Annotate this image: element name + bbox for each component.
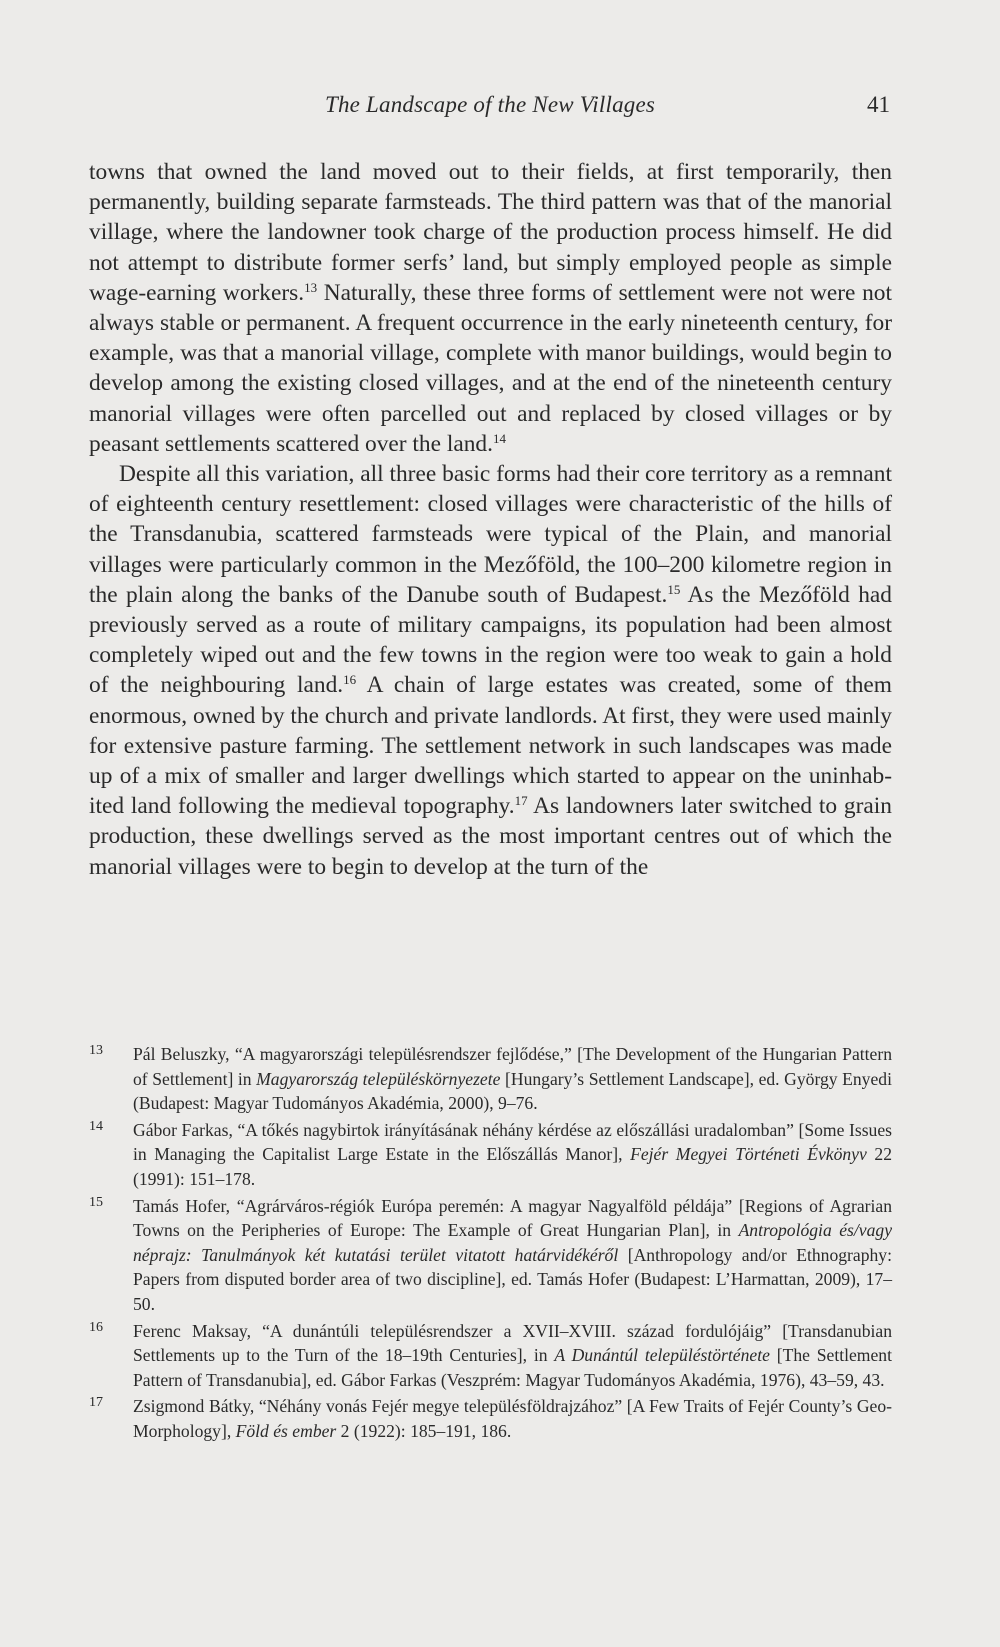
footnote-text: [Anthropology and/or Ethnography: Papers from disputed border area of two discipline], ed. Tamás Hofer (Budapest: L’Harmattan, 2009), 17–50. <box>133 1244 892 1314</box>
footnote-title: Fejér Megyei Történeti Évkönyv <box>630 1144 867 1165</box>
text-run: As the Mezőföld had previously served as a route of military campaigns, its population had been almost completely wiped out and the few towns in the region were too weak to gain a hold of the neighbouring land. <box>89 581 892 699</box>
footnote-title: Magyarország településkörnyezete <box>256 1068 501 1089</box>
footnote-text: Ferenc Maksay, “A dunántúli településrendszer a XVII–XVIII. század fordulójáig” [Transdanubian Settlements up to the Turn of the 18–19th Centuries], in <box>133 1320 892 1366</box>
footnote-text: [Hungary’s Settlement Landscape], ed. György Enyedi (Budapest: Magyar Tudományos Akadémia, 2000), 9–76. <box>133 1068 892 1114</box>
footnote-text: Tamás Hofer, “Agrárváros-régiók Európa peremén: A magyar Nagyalföld példája” [Regions of Agrarian Towns on the Peripheries of Europe: The Example of Great Hungarian Plan], in <box>133 1195 892 1241</box>
paragraph <box>89 459 892 882</box>
footnote-ref: 16 <box>343 672 357 688</box>
running-title: The Landscape of the New Villages <box>324 92 656 117</box>
footnote-title: Föld és ember <box>235 1420 337 1441</box>
footnote-ref: 15 <box>667 581 681 597</box>
page-number: 41 <box>867 92 890 117</box>
footnotes <box>89 1042 892 1446</box>
footnote-number: 17 <box>89 1395 103 1411</box>
footnote <box>89 1118 892 1192</box>
footnote-title: Antropológia és/vagy néprajz: Tanulmányok két kutatási terület vitatott határvidékéről <box>133 1220 893 1265</box>
body-text <box>89 157 892 882</box>
footnote-text: 22 (1991): 151–178. <box>133 1144 892 1189</box>
footnote-ref: 13 <box>304 279 318 295</box>
text-run: Despite all this variation, all three basic forms had their core territory as a remnant of eighteenth century resettlement: closed villages were characteristic of the hills of the Transdanubia, scattered farmsteads were typical of the Plain, and manorial villages were particularly common in the Mezőföld, the 100–200 kilometre region in the plain along the banks of the Danube south of Budapest. <box>89 461 892 608</box>
text-run: As landowners later switched to grain production, these dwellings served as the most important centres out of which the manorial villages were to begin to develop at the turn of the <box>89 793 892 880</box>
text-run: towns that owned the land moved out to their fields, at first temporarily, then permanently, building separate farmsteads. The third pattern was that of the manorial village, where the landowner took charge of the production process himself. He did not attempt to distribute former serfs’ land, but simply employed people as simple wage-earning workers. <box>89 159 892 306</box>
footnote-number: 13 <box>89 1043 103 1058</box>
footnote-text: Zsigmond Bátky, “Néhány vonás Fejér megye településföldrajzához” [A Few Traits of Fejér County’s Geo-Morphology], <box>133 1396 892 1441</box>
footnote-text: [The Settlement Pattern of Transdanubia], ed. Gábor Farkas (Veszprém: Magyar Tudományos Akadémia, 1976), 43–59, 43. <box>133 1345 892 1390</box>
footnote <box>89 1319 892 1393</box>
running-head <box>90 92 890 126</box>
footnote-number: 16 <box>89 1319 103 1335</box>
footnote-text: Gábor Farkas, “A tőkés nagybirtok irányításának néhány kérdése az előszállási uradalomban” [Some Issues in Managing the Capitalist Large Estate in the Előszállás Manor], <box>133 1119 892 1165</box>
footnote-number: 15 <box>89 1194 103 1210</box>
footnote <box>89 1194 892 1317</box>
footnote-ref: 14 <box>492 430 506 446</box>
text-run: A chain of large estates was created, some of them enormous, owned by the church and private landlords. At first, they were used mainly for extensive pasture farming. The settlement network in such landscapes was made up of a mix of smaller and larger dwellings which started to appear on the uninhabited land following the medieval topography. <box>89 672 892 820</box>
footnote <box>89 1042 892 1116</box>
footnote-text: Pál Beluszky, “A magyarországi településrendszer fejlődése,” [The Development of the Hungarian Pattern of Settlement] in <box>133 1044 892 1089</box>
footnote-ref: 17 <box>514 793 528 809</box>
footnote-title: A Dunántúl településtörténete <box>554 1345 770 1366</box>
footnote-number: 14 <box>89 1118 103 1134</box>
paragraph <box>89 157 892 459</box>
footnote <box>89 1394 892 1443</box>
text-run: Naturally, these three forms of settlement were not were not always stable or permanent. A frequent occurrence in the early nineteenth century, for example, was that a manorial village, complete with manor buildings, would begin to develop among the existing closed villages, and at the end of the nineteenth century manorial villages were often parcelled out and replaced by closed villages or by peasant settlements scattered over the land. <box>89 279 892 457</box>
footnote-text: 2 (1922): 185–191, 186. <box>336 1420 512 1441</box>
